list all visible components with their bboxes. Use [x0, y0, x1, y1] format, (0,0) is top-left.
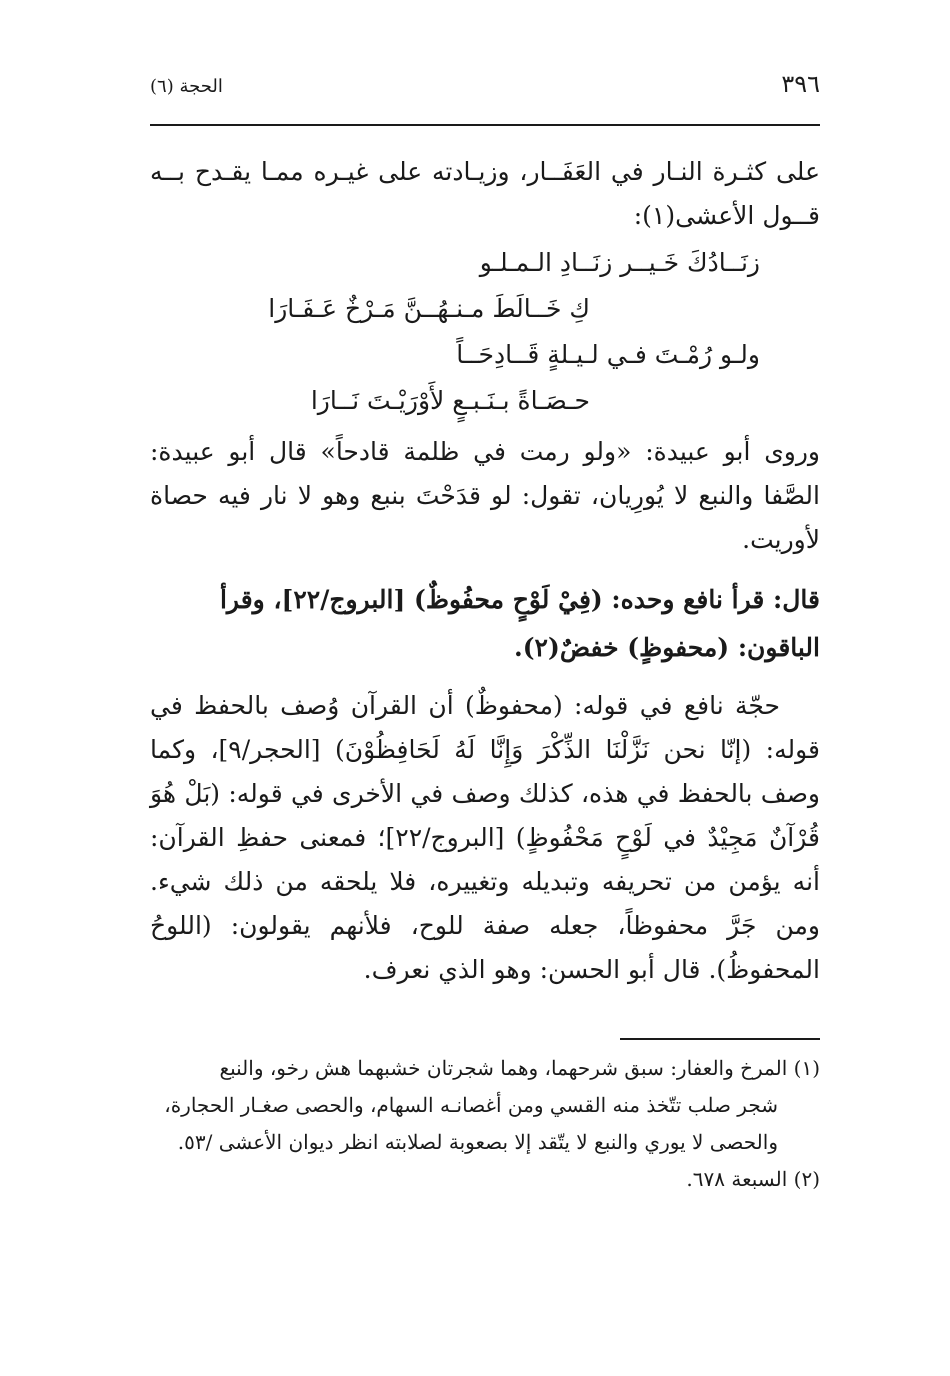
running-title: الحجة (٦): [150, 76, 223, 97]
poem-line-1: زنَــادُكَ خَـيــر زنَــادِ الـمـلـو: [479, 248, 760, 277]
footnotes: [150, 1050, 820, 1198]
header-rule: [150, 124, 820, 126]
footnote-2: (٢) السبعة ٦٧٨.: [686, 1167, 820, 1191]
main-text: [150, 150, 820, 992]
qala-paragraph: قال: قرأ نافع وحده: (فِيْ لَوْحٍ محفُوظٌ) [البروج/٢٢]، وقرأ الباقون: (محفوظٍ) خفضٌ(٢).: [219, 585, 820, 662]
intro-paragraph: على كثـرة النـار في العَفَــار، وزيـادته على غيـره ممـا يقـدح بــه قــول الأعشى(١):: [150, 157, 820, 230]
hujja-paragraph: حجّة نافع في قوله: (محفوظٌ) أن القرآن وُصف بالحفظ في قوله: (إنّا نحن نَزَّلْنَا الذِّكْرَ وَإِنَّا لَهُ لَحَافِظُوْنَ) [الحجر/٩]، وكما وصف بالحفظ في هذه، كذلك وصف في الأخرى في قوله: (بَلْ هُوَ قُرْآنٌ مَجِيْدٌ في لَوْحٍ مَحْفُوظٍ) [البروج/٢٢]؛ فمعنى حفظِ القرآن: أنه يؤمن من تحريفه وتبديله وتغييره، فلا يلحقه من ذلك شيء. ومن جَرَّ محفوظاً، جعله صفة للوح، فلأنهم يقولون: (اللوحُ المحفوظُ). قال أبو الحسن: وهو الذي نعرف.: [150, 691, 820, 984]
poem-line-4: حـصَـاةً بـنَـبـعٍ لأَوْرَيْـتَ نَــارَا: [310, 386, 590, 415]
poem-line-2: كِ خَــالَطَ مـنـهُــنَّ مَـرْخٌ عَـفَـارَا: [268, 294, 590, 323]
footnote-rule: [620, 1038, 820, 1040]
page-header: [150, 70, 820, 110]
poem-line-3: ولـو رُمْـتَ فـي لـيـلةٍ قَــادِحَــاً: [456, 340, 760, 369]
abu-ubayda-paragraph: وروى أبو عبيدة: «ولو رمت في ظلمة قادحاً» قال أبو عبيدة: الصَّفا والنبع لا يُورِيان، تقول: لو قدَحْتَ بنبع وهو لا نار فيه حصاة لأوريت.: [150, 437, 820, 554]
page-number: ٣٩٦: [781, 70, 820, 98]
poem: [150, 240, 820, 424]
footnote-1-first-line: (١) المرخ والعفار: سبق شرحهما، وهما شجرتان خشبهما هش رخو، والنبع: [219, 1056, 820, 1080]
footnote-1-continuation: شجر صلب تتّخذ منه القسي ومن أغصانـه السهام، والحصى صغـار الحجارة، والحصى لا يوري والنبع لا يتّقد إلا بصعوبة لصلابته انظر ديوان الأعشى /٥٣.: [164, 1093, 778, 1154]
